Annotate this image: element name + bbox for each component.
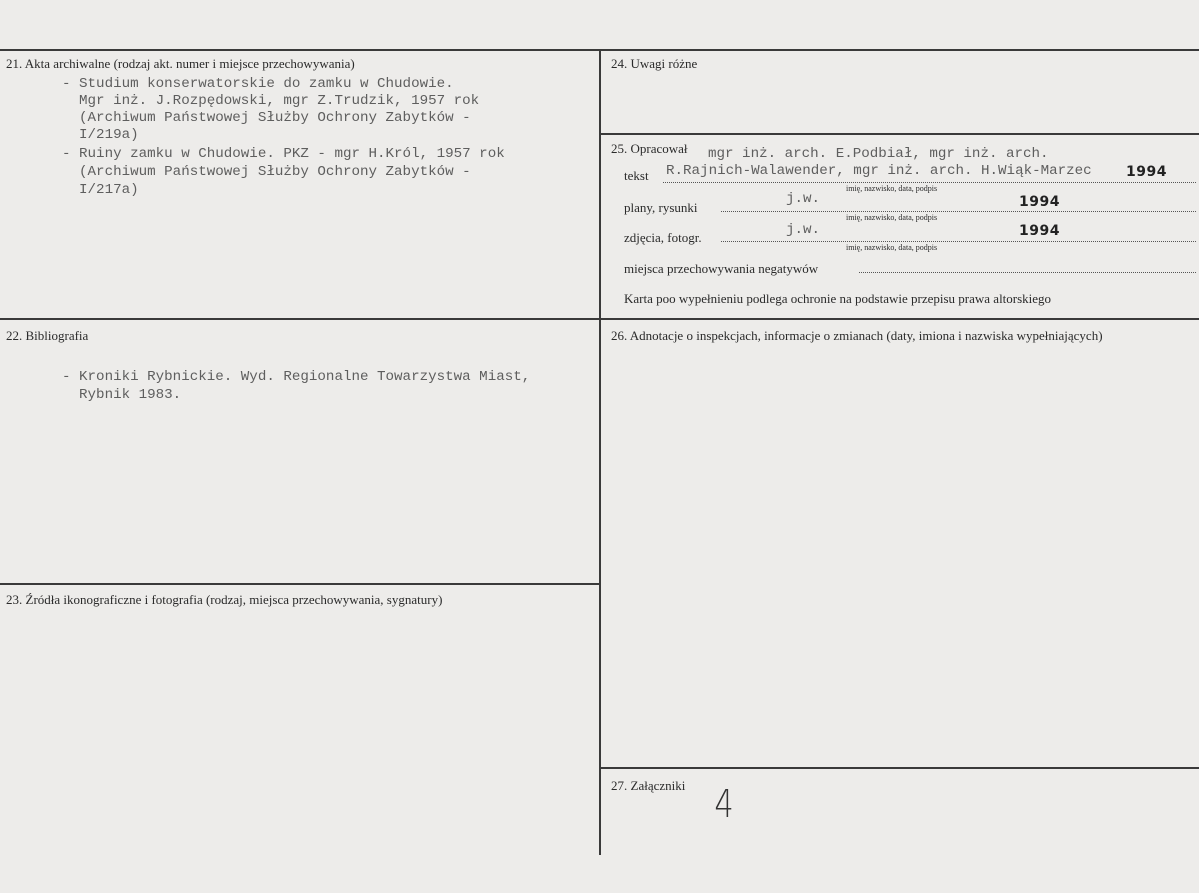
section-25-title: 25. Opracował [611, 141, 688, 156]
zdjecia-dotted-line [721, 241, 1196, 242]
zdjecia-caption: imię, nazwisko, data, podpis [846, 243, 938, 252]
tekst-dotted-line [663, 182, 1196, 183]
plany-caption: imię, nazwisko, data, podpis [846, 213, 938, 222]
negatywy-label: miejsca przechowywania negatywów [624, 261, 819, 276]
divider-24-25 [599, 133, 1199, 135]
section-26-title: 26. Adnotacje o inspekcjach, informacje o zmianach (daty, imiona i nazwiska wypełniających) [611, 328, 1103, 343]
section-23-title: 23. Źródła ikonograficzne i fotografia (rodzaj, miejsca przechowywania, sygnatury) [6, 592, 443, 607]
section-21-line-3: (Archiwum Państwowej Służby Ochrony Zabytków - [62, 110, 471, 126]
section-22-line-1: - Kroniki Rybnickie. Wyd. Regionalne Towarzystwa Miast, [62, 369, 531, 385]
zdjecia-year: 1994 [1019, 223, 1060, 239]
zdjecia-label: zdjęcia, fotogr. [624, 230, 702, 245]
tekst-caption: imię, nazwisko, data, podpis [846, 184, 938, 193]
negatywy-dotted-line [859, 272, 1196, 273]
center-divider [599, 49, 601, 855]
section-21-line-4: I/219a) [62, 127, 139, 143]
section-21-line-7: I/217a) [62, 182, 139, 198]
section-21-line-2: Mgr inż. J.Rozpędowski, mgr Z.Trudzik, 1957 rok [62, 93, 480, 109]
section-22-title: 22. Bibliografia [6, 328, 89, 343]
divider-22-23 [0, 583, 600, 585]
plany-label: plany, rysunki [624, 200, 698, 215]
tekst-year: 1994 [1126, 164, 1167, 180]
plany-value: j.w. [786, 191, 821, 207]
copyright-note: Karta poo wypełnieniu podlega ochronie na podstawie przepisu prawa altorskiego [624, 291, 1052, 306]
section-21-line-6: (Archiwum Państwowej Służby Ochrony Zabytków - [62, 164, 471, 180]
attachments-count: 4 [714, 782, 734, 826]
author-line-1: mgr inż. arch. E.Podbiał, mgr inż. arch. [708, 146, 1049, 162]
tekst-label: tekst [624, 168, 649, 183]
section-24-title: 24. Uwagi różne [611, 56, 698, 71]
section-21-line-1: - Studium konserwatorskie do zamku w Chudowie. [62, 76, 454, 92]
plany-year: 1994 [1019, 194, 1060, 210]
zdjecia-value: j.w. [786, 222, 821, 238]
section-27-title: 27. Załączniki [611, 778, 686, 793]
section-22-line-2: Rybnik 1983. [62, 387, 182, 403]
tekst-value: R.Rajnich-Walawender, mgr inż. arch. H.Wiąk-Marzec [666, 163, 1092, 179]
divider-21-22 [0, 318, 1199, 320]
plany-dotted-line [721, 211, 1196, 212]
section-21-line-5: - Ruiny zamku w Chudowie. PKZ - mgr H.Król, 1957 rok [62, 146, 505, 162]
section-21-title: 21. Akta archiwalne (rodzaj akt. numer i miejsce przechowywania) [6, 56, 355, 71]
divider-26-27 [599, 767, 1199, 769]
